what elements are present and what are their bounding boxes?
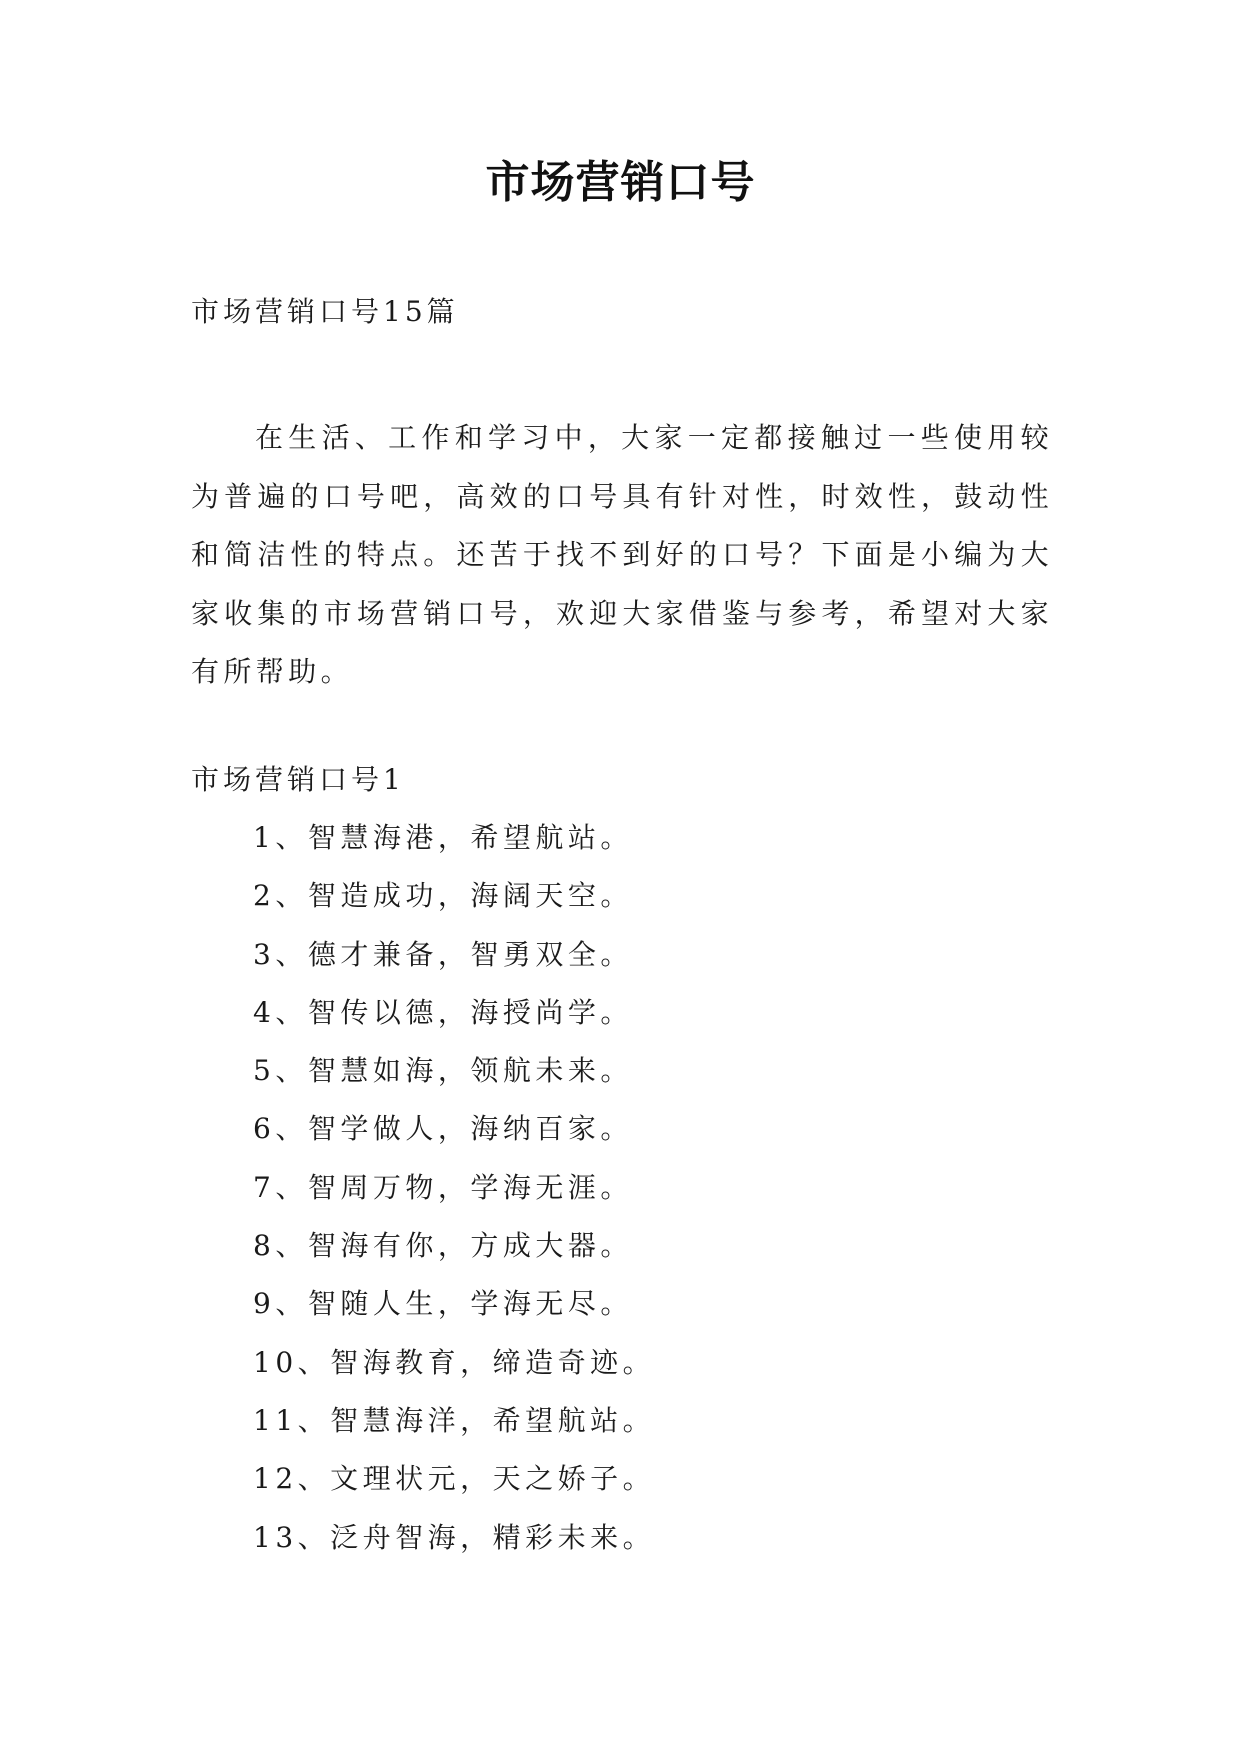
slogan-item: 4、智传以德，海授尚学。	[253, 995, 633, 1029]
intro-paragraph: 在生活、工作和学习中，大家一定都接触过一些使用较为普遍的口号吧，高效的口号具有针对性，时效性，鼓动性和简洁性的特点。还苦于找不到好的口号？下面是小编为大家收集的市场营销口号，欢迎大家借鉴与参考，希望对大家有所帮助。	[191, 421, 1053, 688]
slogan-item: 7、智周万物，学海无涯。	[253, 1170, 633, 1204]
slogan-list	[253, 818, 655, 1576]
slogan-item: 1、智慧海港，希望航站。	[253, 821, 633, 854]
slogan-item: 11、智慧海洋，希望航站。	[253, 1403, 656, 1437]
slogan-item: 12、文理状元，天之娇子。	[253, 1462, 656, 1496]
slogan-item: 9、智随人生，学海无尽。	[253, 1287, 633, 1321]
slogan-item: 5、智慧如海，领航未来。	[253, 1054, 633, 1088]
section-heading: 市场营销口号1	[191, 763, 405, 796]
document-subtitle: 市场营销口号15篇	[191, 295, 459, 328]
slogan-item: 13、泛舟智海，精彩未来。	[253, 1520, 656, 1554]
slogan-item: 10、智海教育，缔造奇迹。	[253, 1345, 656, 1379]
document-title: 市场营销口号	[485, 157, 756, 208]
slogan-item: 8、智海有你，方成大器。	[253, 1229, 633, 1263]
slogan-item: 3、德才兼备，智勇双全。	[253, 937, 633, 971]
slogan-item: 6、智学做人，海纳百家。	[253, 1112, 633, 1146]
slogan-item: 2、智造成功，海阔天空。	[253, 879, 633, 913]
